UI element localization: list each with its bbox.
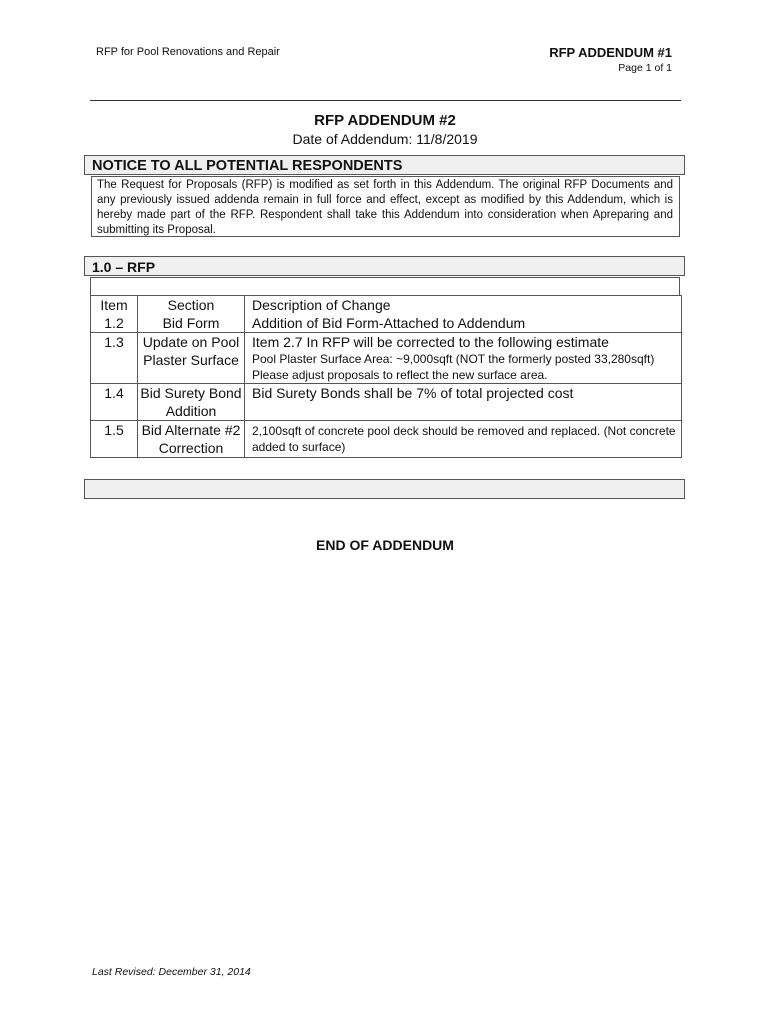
section-heading: 1.0 – RFP: [84, 256, 685, 276]
table-row: [91, 314, 682, 333]
row-description: Addition of Bid Form-Attached to Addendum: [245, 314, 682, 333]
header-divider: [90, 100, 681, 101]
row-section: Bid Alternate #2 Correction: [138, 421, 245, 458]
row-description-cell: [245, 333, 682, 384]
column-header-description: Description of Change: [245, 296, 682, 315]
row-section: Bid Surety Bond Addition: [138, 384, 245, 421]
column-header-section: Section: [138, 296, 245, 315]
end-of-addendum: END OF ADDENDUM: [316, 537, 454, 553]
row-section: Bid Form: [138, 314, 245, 333]
table-row: [91, 333, 682, 384]
changes-table: [90, 295, 682, 458]
row-section: Update on Pool Plaster Surface: [138, 333, 245, 384]
last-revised: Last Revised: December 31, 2014: [92, 966, 251, 978]
table-row: [91, 384, 682, 421]
header-document-name: RFP for Pool Renovations and Repair: [96, 46, 280, 58]
row-item: 1.2: [91, 314, 138, 333]
table-row: [91, 421, 682, 458]
table-footer-bar: [84, 479, 685, 499]
column-header-item: Item: [91, 296, 138, 315]
header-right-block: [549, 45, 672, 74]
notice-body: The Request for Proposals (RFP) is modified as set forth in this Addendum. The original RFP Documents and any previously issued addenda remain in full force and effect, except as modified by this Addendum, which is hereby made part of the RFP. Respondent shall take this Addendum into consideration when Apreparing and submitting its Proposal.: [91, 176, 680, 237]
row-detail-surface-area: Pool Plaster Surface Area: ~9,000sqft (NOT the formerly posted 33,280sqft): [252, 352, 655, 366]
addendum-date: Date of Addendum: 11/8/2019: [292, 131, 478, 147]
header-addendum-title: RFP ADDENDUM #1: [549, 45, 672, 60]
row-item: 1.4: [91, 384, 138, 421]
row-detail-adjust: Please adjust proposals to reflect the new surface area.: [252, 368, 548, 382]
row-description: 2,100sqft of concrete pool deck should be removed and replaced. (Not concrete added to surface): [245, 421, 682, 458]
row-description: Item 2.7 In RFP will be corrected to the following estimate: [252, 334, 609, 350]
notice-heading: NOTICE TO ALL POTENTIAL RESPONDENTS: [84, 155, 685, 175]
row-description: Bid Surety Bonds shall be 7% of total projected cost: [245, 384, 682, 421]
row-item: 1.3: [91, 333, 138, 384]
row-item: 1.5: [91, 421, 138, 458]
document-title: RFP ADDENDUM #2: [314, 112, 456, 129]
table-spacer-row: [90, 277, 680, 296]
header-page-number: Page 1 of 1: [618, 62, 672, 74]
table-header-row: [91, 296, 682, 315]
